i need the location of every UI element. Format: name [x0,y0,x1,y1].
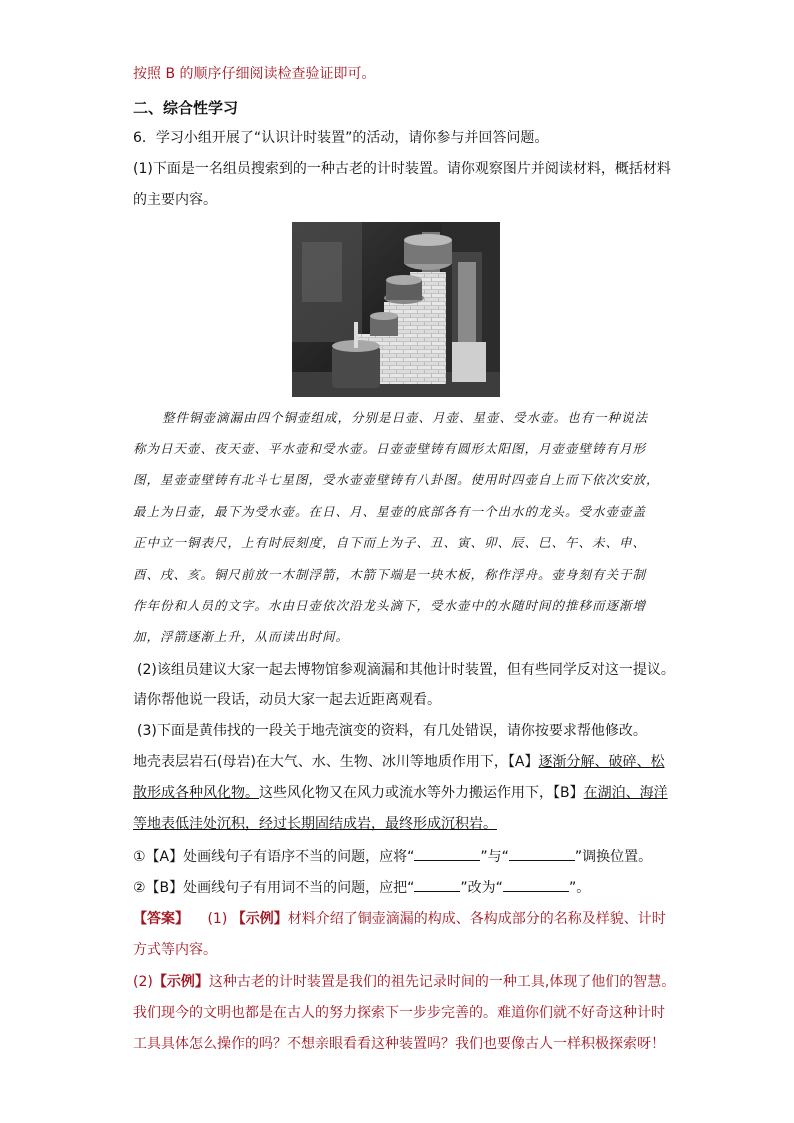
item-a-blank-2[interactable] [509,846,575,861]
answer-2-line-2: 我们现今的文明也都是在古人的努力探索下一步步完善的。难道你们就不好奇这种计时 [133,1005,665,1021]
answer-2-line-1 [133,972,674,992]
item-b-blank-1[interactable] [414,877,460,892]
passage-a-underline-1: 逐渐分解、破碎、松 [538,754,665,770]
material-line-6: 酉、戌、亥。铜尺前放一木制浮箭，木箭下端是一块木板，称作浮舟。壶身刻有关于制 [133,567,647,582]
item-b-mid: ”改为“ [460,880,503,896]
material-line-1: 整件铜壶滴漏由四个铜壶组成，分别是日壶、月壶、星壶、受水壶。也有一种说法 [162,410,649,425]
item-b-post: ”。 [568,880,591,896]
q3-line-1: (3)下面是黄伟找的一段关于地壳演变的资料，有几处错误，请你按要求帮他修改。 [137,723,647,739]
section-title: 二、综合性学习 [133,99,239,117]
passage-b-pre: 这些风化物又在风力或流水等外力搬运作用下， [259,785,553,801]
answer-2-num: (2) [133,974,153,990]
tag-a: 【A】 [507,754,539,770]
item-a-blank-1[interactable] [414,846,480,861]
item-b [133,877,674,898]
answer-2-line-3: 工具具体怎么操作的吗？不想亲眼看看这种装置吗？我们也要像古人一样积极探索呀！ [133,1036,665,1052]
answer-2-tag: 【示例】 [152,974,209,990]
q1-line-1: (1)下面是一名组员搜索到的一种古老的计时装置。请你观察图片并阅读材料，概括材料 [133,161,671,177]
answer-1-line-1: 材料介绍了铜壶滴漏的构成、各构成部分的名称及样貌、计时 [287,911,666,927]
item-b-blank-2[interactable] [503,877,569,892]
q2-line-1: (2)该组员建议大家一起去博物馆参观滴漏和其他计时装置，但有些同学反对这一提议。 [137,662,675,678]
answer-label: 【答案】 [133,911,189,927]
passage-line-1 [133,752,674,772]
item-a-pre: ①【A】处画线句子有语序不当的问题，应将“ [133,849,415,865]
material-line-2: 称为日天壶、夜天壶、平水壶和受水壶。日壶壶壁铸有圆形太阳图，月壶壶壁铸有月形 [133,441,647,456]
material-line-5: 正中立一铜表尺，上有时辰刻度，自下而上为子、丑、寅、卯、辰、巳、午、未、申、 [133,535,647,550]
passage-line-3 [133,814,674,834]
material-line-8: 加，浮箭逐渐上升，从而读出时间。 [133,629,350,644]
tag-b: 【B】 [553,785,584,801]
passage-b-underline-2: 等地表低洼处沉积，经过长期固结成岩，最终形成沉积岩。 [133,816,497,832]
answer-1-tag: 【示例】 [231,911,288,927]
item-b-pre: ②【B】处画线句子有用词不当的问题，应把“ [133,880,415,896]
passage-a-pre: 地壳表层岩石(母岩)在大气、水、生物、冰川等地质作用下， [133,754,508,770]
q1-line-2: 的主要内容。 [133,192,217,208]
question-6: 6．学习小组开展了“认识计时装置”的活动，请你参与并回答问题。 [133,130,549,146]
answer-1-num: (1) [207,911,228,927]
item-a-post: ”调换位置。 [574,849,653,865]
item-a-mid: ”与“ [480,849,509,865]
passage-b-underline-1: 在湖泊、海洋 [583,785,668,801]
passage-a-underline-2: 散形成各种风化物。 [133,785,259,801]
intro-tail: 按照 B 的顺序仔细阅读检查验证即可。 [133,66,376,82]
item-a [133,846,674,867]
answer-1-line-2: 方式等内容。 [133,942,217,958]
material-line-7: 作年份和人员的文字。水由日壶依次沿龙头滴下，受水壶中的水随时间的推移而逐渐增 [133,598,647,613]
water-clock-illustration [292,222,500,397]
material-line-3: 图，星壶壶壁铸有北斗七星图，受水壶壶壁铸有八卦图。使用时四壶自上而下依次安放， [133,472,660,487]
water-clock-photo [292,222,500,397]
answer-line-1 [133,909,674,929]
material-line-4: 最上为日壶，最下为受水壶。在日、月、星壶的底部各有一个出水的龙头。受水壶壶盖 [133,504,647,519]
passage-line-2 [133,783,674,803]
answer-2-text-1: 这种古老的计时装置是我们的祖先记录时间的一种工具,体现了他们的智慧。 [208,974,676,990]
q2-line-2: 请你帮他说一段话，动员大家一起去近距离观看。 [133,692,441,708]
